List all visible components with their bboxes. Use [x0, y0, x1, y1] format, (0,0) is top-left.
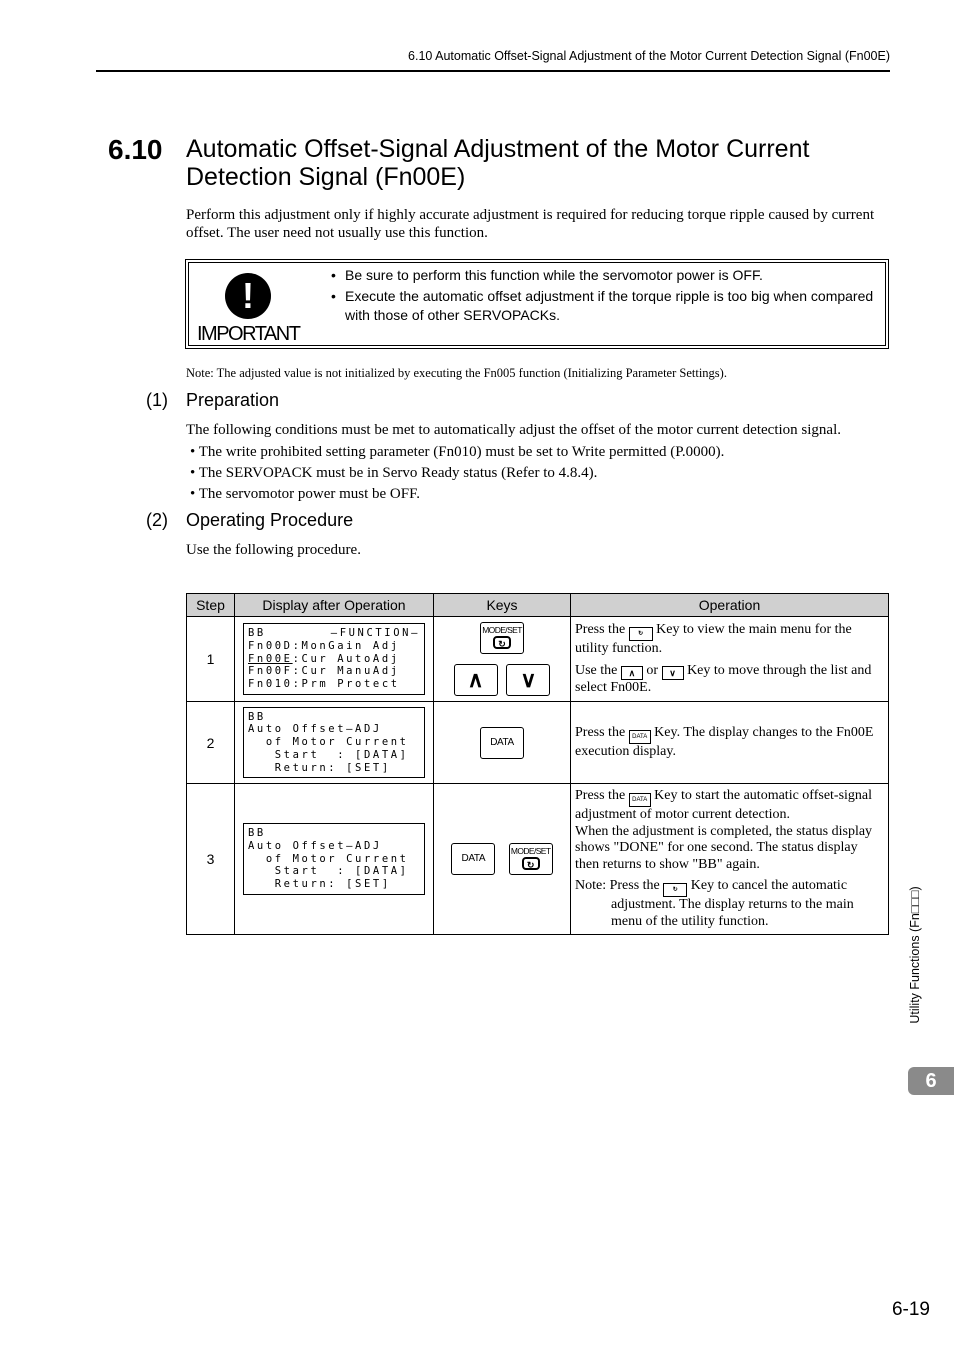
important-notice-box	[185, 259, 889, 349]
data-key-icon: DATA	[629, 793, 651, 807]
op-text: Key to view the main menu for the utility function.	[575, 621, 852, 656]
lcd-line	[248, 627, 420, 640]
important-item-text: Be sure to perform this function while the servomotor power is OFF.	[345, 267, 763, 283]
side-tab-label	[905, 870, 925, 1040]
procedure-table	[186, 593, 889, 935]
op-text: Key to move through the list and select Fn00E.	[575, 663, 872, 695]
heading-text: Preparation	[186, 390, 280, 410]
display-cell	[235, 702, 434, 784]
operation-cell	[571, 784, 889, 935]
heading-text: Operating Procedure	[186, 510, 354, 530]
procedure-body: Use the following procedure.	[186, 542, 361, 558]
display-cell	[235, 784, 434, 935]
mode-set-key-icon: ↻	[663, 883, 687, 897]
up-key-icon: ∧	[621, 666, 643, 680]
down-key-icon: ∨	[662, 666, 684, 680]
header-operation: Operation	[571, 594, 889, 617]
keys-cell	[434, 784, 571, 935]
preparation-heading	[146, 390, 279, 411]
mode-set-key[interactable]	[480, 622, 524, 654]
step-number: 1	[187, 617, 235, 702]
procedure-heading	[146, 510, 353, 531]
op-text: Key to start the automatic offset-signal adjustment of motor current detection.	[575, 788, 873, 822]
up-key[interactable]: ∧	[454, 664, 498, 696]
table-row	[187, 617, 889, 702]
page-number: 6-19	[891, 1299, 930, 1320]
keys-cell	[434, 702, 571, 784]
header-display: Display after Operation	[235, 594, 434, 617]
mode-set-key[interactable]	[509, 843, 553, 875]
return-arrow-icon: ↻	[493, 636, 511, 649]
step-number: 3	[187, 784, 235, 935]
exclamation-icon: !	[225, 273, 271, 319]
keys-cell	[434, 617, 571, 702]
lcd-line: Auto Offset–ADJ	[248, 723, 382, 736]
op-text: Press the	[575, 788, 626, 803]
table-header-row	[187, 594, 889, 617]
lcd-selected: Fn00E	[248, 652, 293, 665]
op-text: Press the	[575, 724, 626, 740]
preparation-bullets	[190, 442, 724, 505]
intro-paragraph: Perform this adjustment only if highly accurate adjustment is required for reducing torque ripple caused by current offset. The user need not usually use this function.	[186, 207, 875, 241]
lcd-line: BB	[248, 710, 266, 723]
header-rule	[96, 70, 890, 72]
lcd-line: Return: [SET]	[248, 878, 391, 891]
lcd-display	[243, 823, 425, 895]
data-key-icon: DATA	[629, 730, 651, 744]
important-list	[329, 266, 885, 327]
section-number: 6.10	[108, 134, 163, 165]
preparation-bullet: • The write prohibited setting parameter (Fn010) must be set to Write permitted (P.0000).	[190, 444, 725, 460]
return-arrow-icon: ↻	[522, 857, 540, 870]
op-text: Press the	[575, 621, 626, 637]
important-item	[329, 266, 885, 285]
heading-number: (1)	[146, 390, 168, 410]
operation-cell	[571, 617, 889, 702]
lcd-line: Return: [SET]	[248, 761, 391, 774]
preparation-bullet: • The servomotor power must be OFF.	[190, 486, 421, 502]
down-key[interactable]: ∨	[506, 664, 550, 696]
op-note-text: Note: Press the	[575, 878, 660, 893]
lcd-line	[248, 653, 420, 666]
lcd-line-rest: :Cur AutoAdj	[292, 652, 400, 665]
op-note-text: Key to cancel the automatic adjustment. The display returns to the main menu of the utility function.	[611, 878, 854, 929]
lcd-mode: –FUNCTION–	[330, 627, 420, 639]
operation-cell	[571, 702, 889, 784]
lcd-line: Fn00F:Cur ManuAdj	[248, 665, 400, 678]
lcd-line: Start : [DATA]	[248, 748, 409, 761]
op-text: or	[646, 663, 659, 678]
lcd-line: Auto Offset–ADJ	[248, 839, 382, 852]
lcd-line: Start : [DATA]	[248, 865, 409, 878]
header-step: Step	[187, 594, 235, 617]
lcd-display	[243, 623, 425, 695]
mode-set-key-icon: ↻	[629, 627, 653, 641]
key-label: MODE/SET	[510, 846, 551, 856]
data-key[interactable]: DATA	[480, 727, 524, 759]
op-text: Use the	[575, 663, 618, 678]
op-text: Key. The display changes to the Fn00E execution display.	[575, 724, 874, 759]
running-header: 6.10 Automatic Offset-Signal Adjustment of the Motor Current Detection Signal (Fn00E)	[408, 49, 890, 63]
important-label: IMPORTANT	[197, 323, 300, 345]
lcd-line: Fn00D:MonGain Adj	[248, 639, 400, 652]
side-tab-text: Utility Functions (Fn□□□)	[908, 886, 922, 1024]
lcd-line: Fn010:Prm Protect	[248, 678, 400, 691]
preparation-bullet: • The SERVOPACK must be in Servo Ready status (Refer to 4.8.4).	[190, 465, 598, 481]
key-label: MODE/SET	[482, 625, 522, 635]
header-keys: Keys	[434, 594, 571, 617]
chapter-tab: 6	[908, 1067, 954, 1095]
bullet-icon: •	[331, 288, 336, 304]
data-key[interactable]: DATA	[451, 843, 495, 875]
table-row	[187, 784, 889, 935]
table-row	[187, 702, 889, 784]
display-cell	[235, 617, 434, 702]
important-item	[329, 287, 885, 325]
lcd-display	[243, 707, 425, 779]
lcd-line: of Motor Current	[248, 852, 409, 865]
step-number: 2	[187, 702, 235, 784]
note-line: Note: The adjusted value is not initialized by executing the Fn005 function (Initializing Parameter Settings).	[186, 366, 727, 380]
important-item-text: Execute the automatic offset adjustment if the torque ripple is too big when compared with those of other SERVOPACKs.	[345, 288, 874, 323]
preparation-body: The following conditions must be met to automatically adjust the offset of the motor current detection signal.	[186, 422, 841, 438]
important-notice-inner	[188, 262, 886, 346]
lcd-status: BB	[248, 627, 266, 639]
heading-number: (2)	[146, 510, 168, 530]
op-text: When the adjustment is completed, the status display shows "DONE" for one second. The status display then returns to show "BB" again.	[575, 823, 873, 872]
bullet-icon: •	[331, 267, 336, 283]
lcd-line: BB	[248, 827, 266, 839]
section-title: Automatic Offset-Signal Adjustment of the Motor Current Detection Signal (Fn00E)	[186, 135, 810, 191]
lcd-line: of Motor Current	[248, 736, 409, 749]
